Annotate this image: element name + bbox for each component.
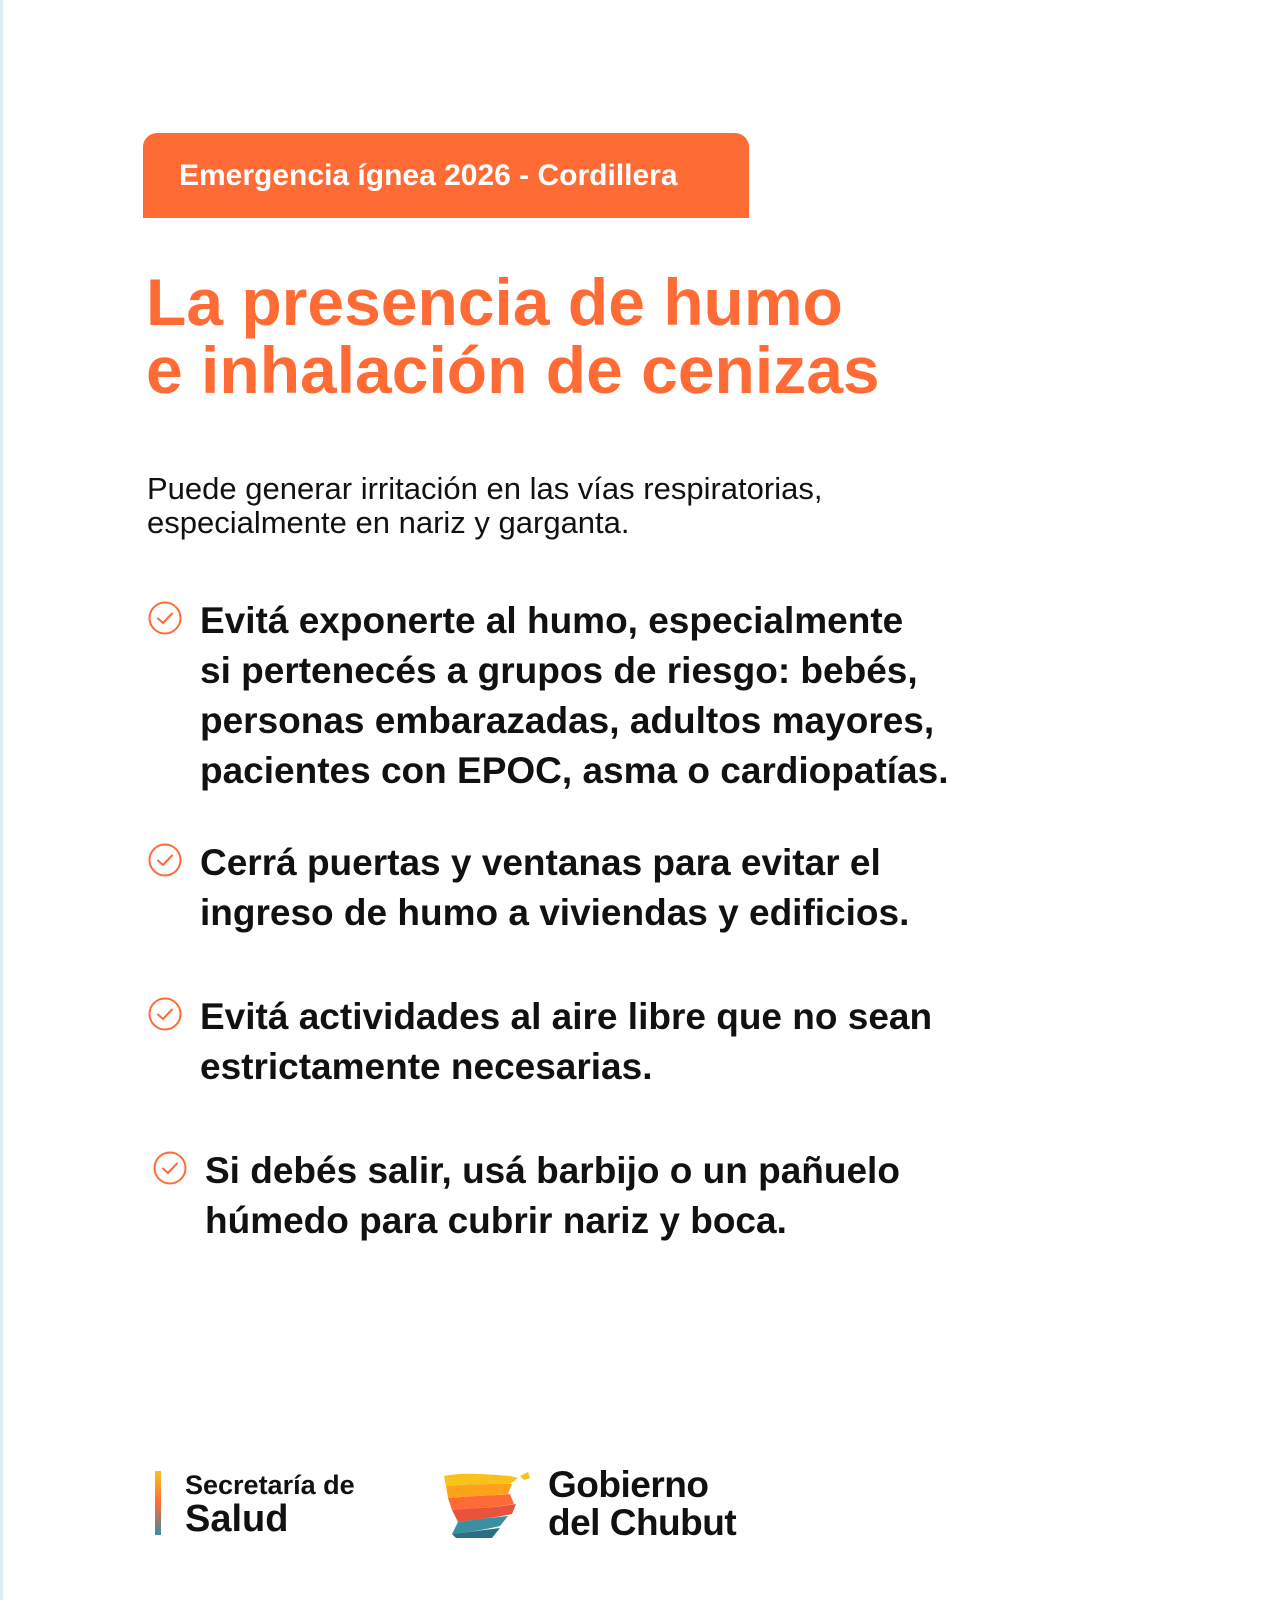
left-edge-border <box>0 0 3 1600</box>
recommendation-line: Evitá actividades al aire libre que no sean <box>200 996 933 1037</box>
recommendation-line: húmedo para cubrir nariz y boca. <box>205 1200 787 1241</box>
intro-text <box>147 472 1047 540</box>
recommendation-line: personas embarazadas, adultos mayores, <box>200 700 935 741</box>
check-circle-icon <box>152 1150 188 1186</box>
intro-line-1: Puede generar irritación en las vías respiratorias, <box>147 471 823 506</box>
recommendation-line: estrictamente necesarias. <box>200 1046 653 1087</box>
gobierno-chubut-logo <box>438 1466 758 1546</box>
recommendation-line: pacientes con EPOC, asma o cardiopatías. <box>200 750 949 791</box>
recommendation-text <box>205 1146 900 1246</box>
recommendation-line: si pertenecés a grupos de riesgo: bebés, <box>200 650 918 691</box>
check-circle-icon <box>147 842 183 878</box>
recommendation-line: Si debés salir, usá barbijo o un pañuelo <box>205 1150 900 1191</box>
category-tag <box>143 133 749 218</box>
page-title-line-2: e inhalación de cenizas <box>146 333 880 407</box>
recommendation-line: Evitá exponerte al humo, especialmente <box>200 600 904 641</box>
recommendation-text <box>200 838 909 938</box>
intro-line-2: especialmente en nariz y garganta. <box>147 505 630 540</box>
check-circle-icon <box>147 996 183 1032</box>
chubut-province-emblem-icon <box>438 1470 536 1540</box>
recommendation-text <box>200 596 949 796</box>
recommendation-text <box>200 992 932 1092</box>
chubut-logo-text <box>548 1466 736 1542</box>
salud-logo-line-2: Salud <box>185 1498 289 1540</box>
category-tag-label: Emergencia ígnea 2026 - Cordillera <box>179 158 678 192</box>
check-circle-icon <box>147 600 183 636</box>
salud-color-bar <box>155 1471 161 1535</box>
chubut-logo-line-1: Gobierno <box>548 1464 709 1505</box>
recommendation-line: Cerrá puertas y ventanas para evitar el <box>200 842 881 883</box>
page-title-line-1: La presencia de humo <box>146 265 843 339</box>
chubut-logo-line-2: del Chubut <box>548 1502 737 1543</box>
salud-logo-line-1: Secretaría de <box>185 1470 355 1500</box>
page-title <box>146 265 1196 407</box>
recommendation-line: ingreso de humo a viviendas y edificios. <box>200 892 910 933</box>
secretaria-salud-logo <box>155 1470 395 1540</box>
